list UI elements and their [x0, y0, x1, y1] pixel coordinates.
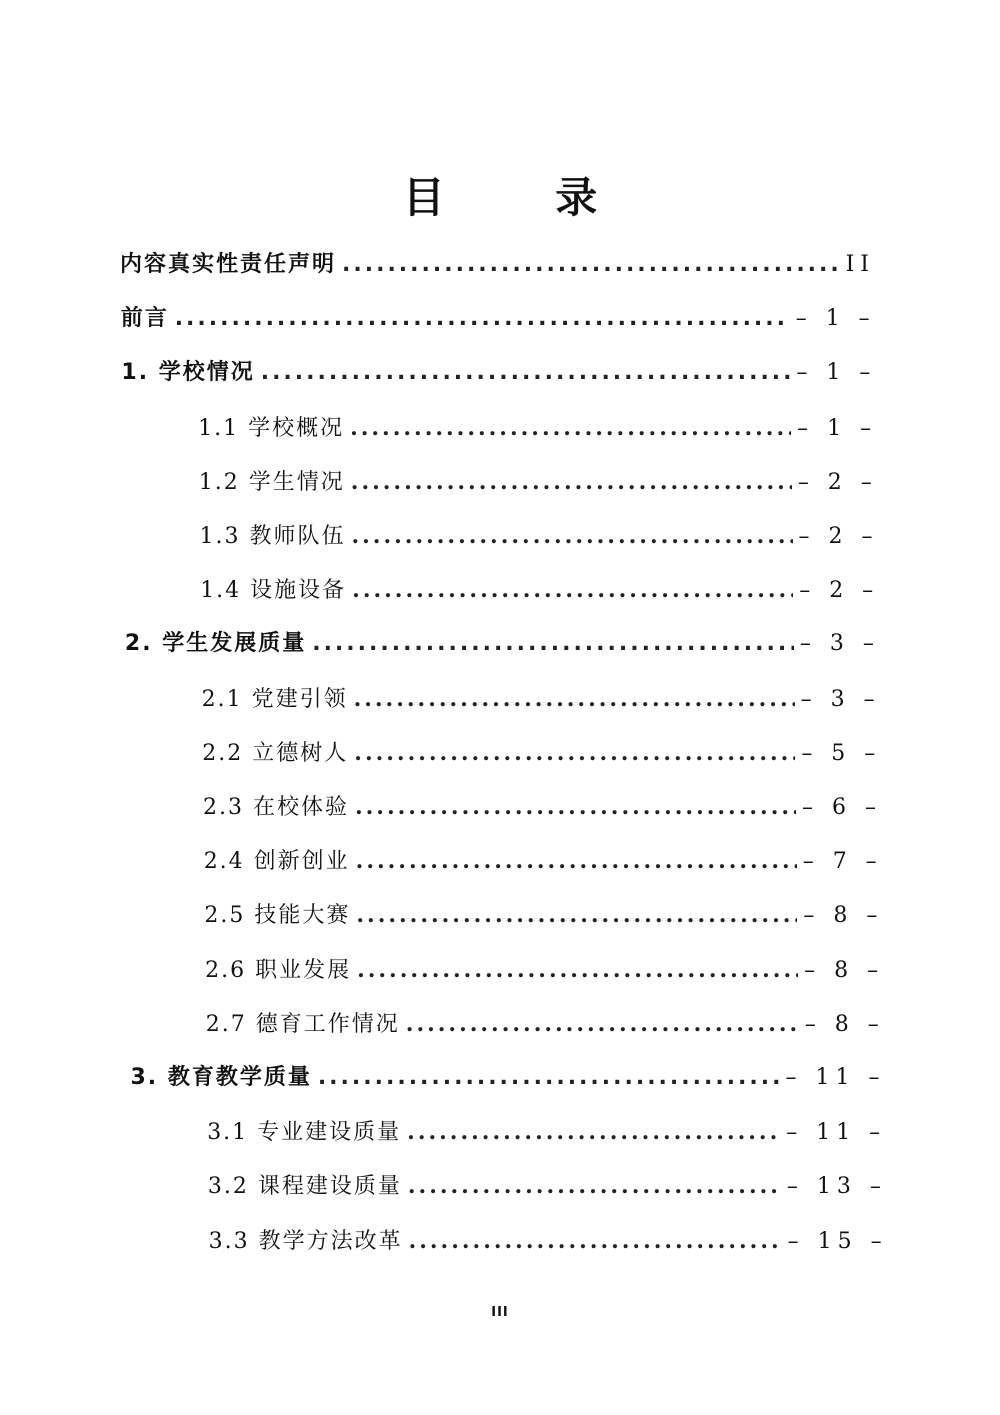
toc-entry-page-number: II — [845, 252, 875, 277]
toc-entry-page-number: – 11 – — [785, 1065, 886, 1090]
toc-entry-page-number: – 8 – — [804, 1011, 885, 1037]
dot-leader — [354, 679, 795, 719]
toc-entry-page-number: – 11 – — [786, 1120, 887, 1146]
toc-entry[interactable] — [131, 1058, 886, 1098]
toc-entry-label: 1. 学校情况 — [121, 360, 255, 386]
toc-entry[interactable] — [204, 895, 883, 935]
toc-entry[interactable] — [202, 733, 881, 773]
dot-leader — [342, 245, 840, 285]
toc-entry-page-number: – 1 – — [797, 415, 878, 441]
dot-leader — [357, 950, 798, 990]
toc-entry-page-number: – 1 – — [795, 306, 876, 332]
dot-leader — [356, 895, 797, 935]
toc-entry-page-number: – 13 – — [786, 1174, 887, 1200]
toc-entry[interactable] — [198, 408, 877, 448]
toc-entry-label: 内容真实性责任声明 — [120, 252, 337, 277]
toc-entry-label: 2.4 创新创业 — [203, 849, 350, 875]
dot-leader — [318, 1058, 780, 1098]
toc-entry[interactable] — [205, 950, 884, 990]
toc-entry-page-number: – 2 – — [797, 469, 878, 495]
dot-leader — [351, 516, 792, 556]
toc-entry-label: 2.2 立德树人 — [202, 740, 349, 766]
toc-entry[interactable] — [203, 787, 882, 827]
toc-entry-label: 3.3 教学方法改革 — [208, 1228, 403, 1254]
dot-leader — [352, 570, 793, 610]
dot-leader — [408, 1166, 781, 1206]
toc-entry[interactable] — [202, 679, 881, 719]
toc-entry-label: 1.4 设施设备 — [200, 578, 347, 604]
toc-entry-label: 1.3 教师队伍 — [199, 524, 346, 549]
toc-entry-label: 1.2 学生情况 — [198, 469, 345, 495]
dot-leader — [175, 299, 790, 339]
toc-entry[interactable] — [199, 462, 878, 502]
toc-entry-label: 3. 教育教学质量 — [130, 1065, 312, 1090]
toc-entry-page-number: – 8 – — [804, 957, 885, 983]
toc-entry[interactable] — [207, 1112, 886, 1152]
toc-entry-label: 前言 — [120, 306, 169, 332]
page-title: 目 录 — [402, 173, 646, 222]
toc-entry[interactable] — [121, 353, 876, 393]
toc-entry-label: 3.2 课程建设质量 — [207, 1174, 402, 1200]
toc-entry-label: 2. 学生发展质量 — [124, 631, 307, 657]
toc-entry[interactable] — [125, 624, 880, 664]
dot-leader — [407, 1112, 780, 1152]
toc-entry-page-number: – 2 – — [799, 578, 880, 604]
toc-entry[interactable] — [200, 570, 879, 610]
toc-entry[interactable] — [120, 245, 875, 285]
toc-entry-page-number: – 3 – — [800, 686, 881, 712]
toc-entry-label: 2.7 德育工作情况 — [205, 1011, 400, 1037]
dot-leader — [261, 353, 791, 393]
toc-entry[interactable] — [206, 1004, 885, 1044]
toc-entry-page-number: – 15 – — [787, 1228, 888, 1254]
toc-entry-page-number: – 3 – — [799, 631, 880, 657]
toc-entry[interactable] — [208, 1166, 887, 1206]
dot-leader — [406, 1004, 799, 1044]
toc-entry-label: 2.6 职业发展 — [205, 957, 352, 983]
toc-entry[interactable] — [204, 841, 883, 881]
toc-entry-page-number: – 8 – — [803, 903, 884, 929]
dot-leader — [312, 624, 794, 664]
page-number: III — [491, 1305, 509, 1320]
dot-leader — [351, 462, 792, 502]
toc-entry-page-number: – 6 – — [802, 795, 882, 820]
dot-leader — [355, 787, 796, 827]
toc-entry-label: 3.1 专业建设质量 — [207, 1120, 402, 1146]
toc-entry-label: 2.1 党建引领 — [201, 686, 348, 712]
toc-entry[interactable] — [209, 1221, 888, 1261]
toc-entry[interactable] — [200, 516, 879, 556]
toc-entry-page-number: – 5 – — [801, 740, 882, 766]
dot-leader — [409, 1221, 782, 1261]
toc-entry-label: 2.5 技能大赛 — [204, 903, 351, 929]
dot-leader — [350, 408, 791, 448]
toc-entry-label: 2.3 在校体验 — [203, 795, 349, 820]
toc-entry-page-number: – 2 – — [798, 524, 879, 549]
dot-leader — [356, 841, 797, 881]
dot-leader — [354, 733, 795, 773]
toc-entry-page-number: – 1 – — [796, 360, 877, 386]
toc-entry[interactable] — [121, 299, 876, 339]
toc-entry-page-number: – 7 – — [802, 849, 883, 875]
toc-entry-label: 1.1 学校概况 — [198, 415, 345, 441]
